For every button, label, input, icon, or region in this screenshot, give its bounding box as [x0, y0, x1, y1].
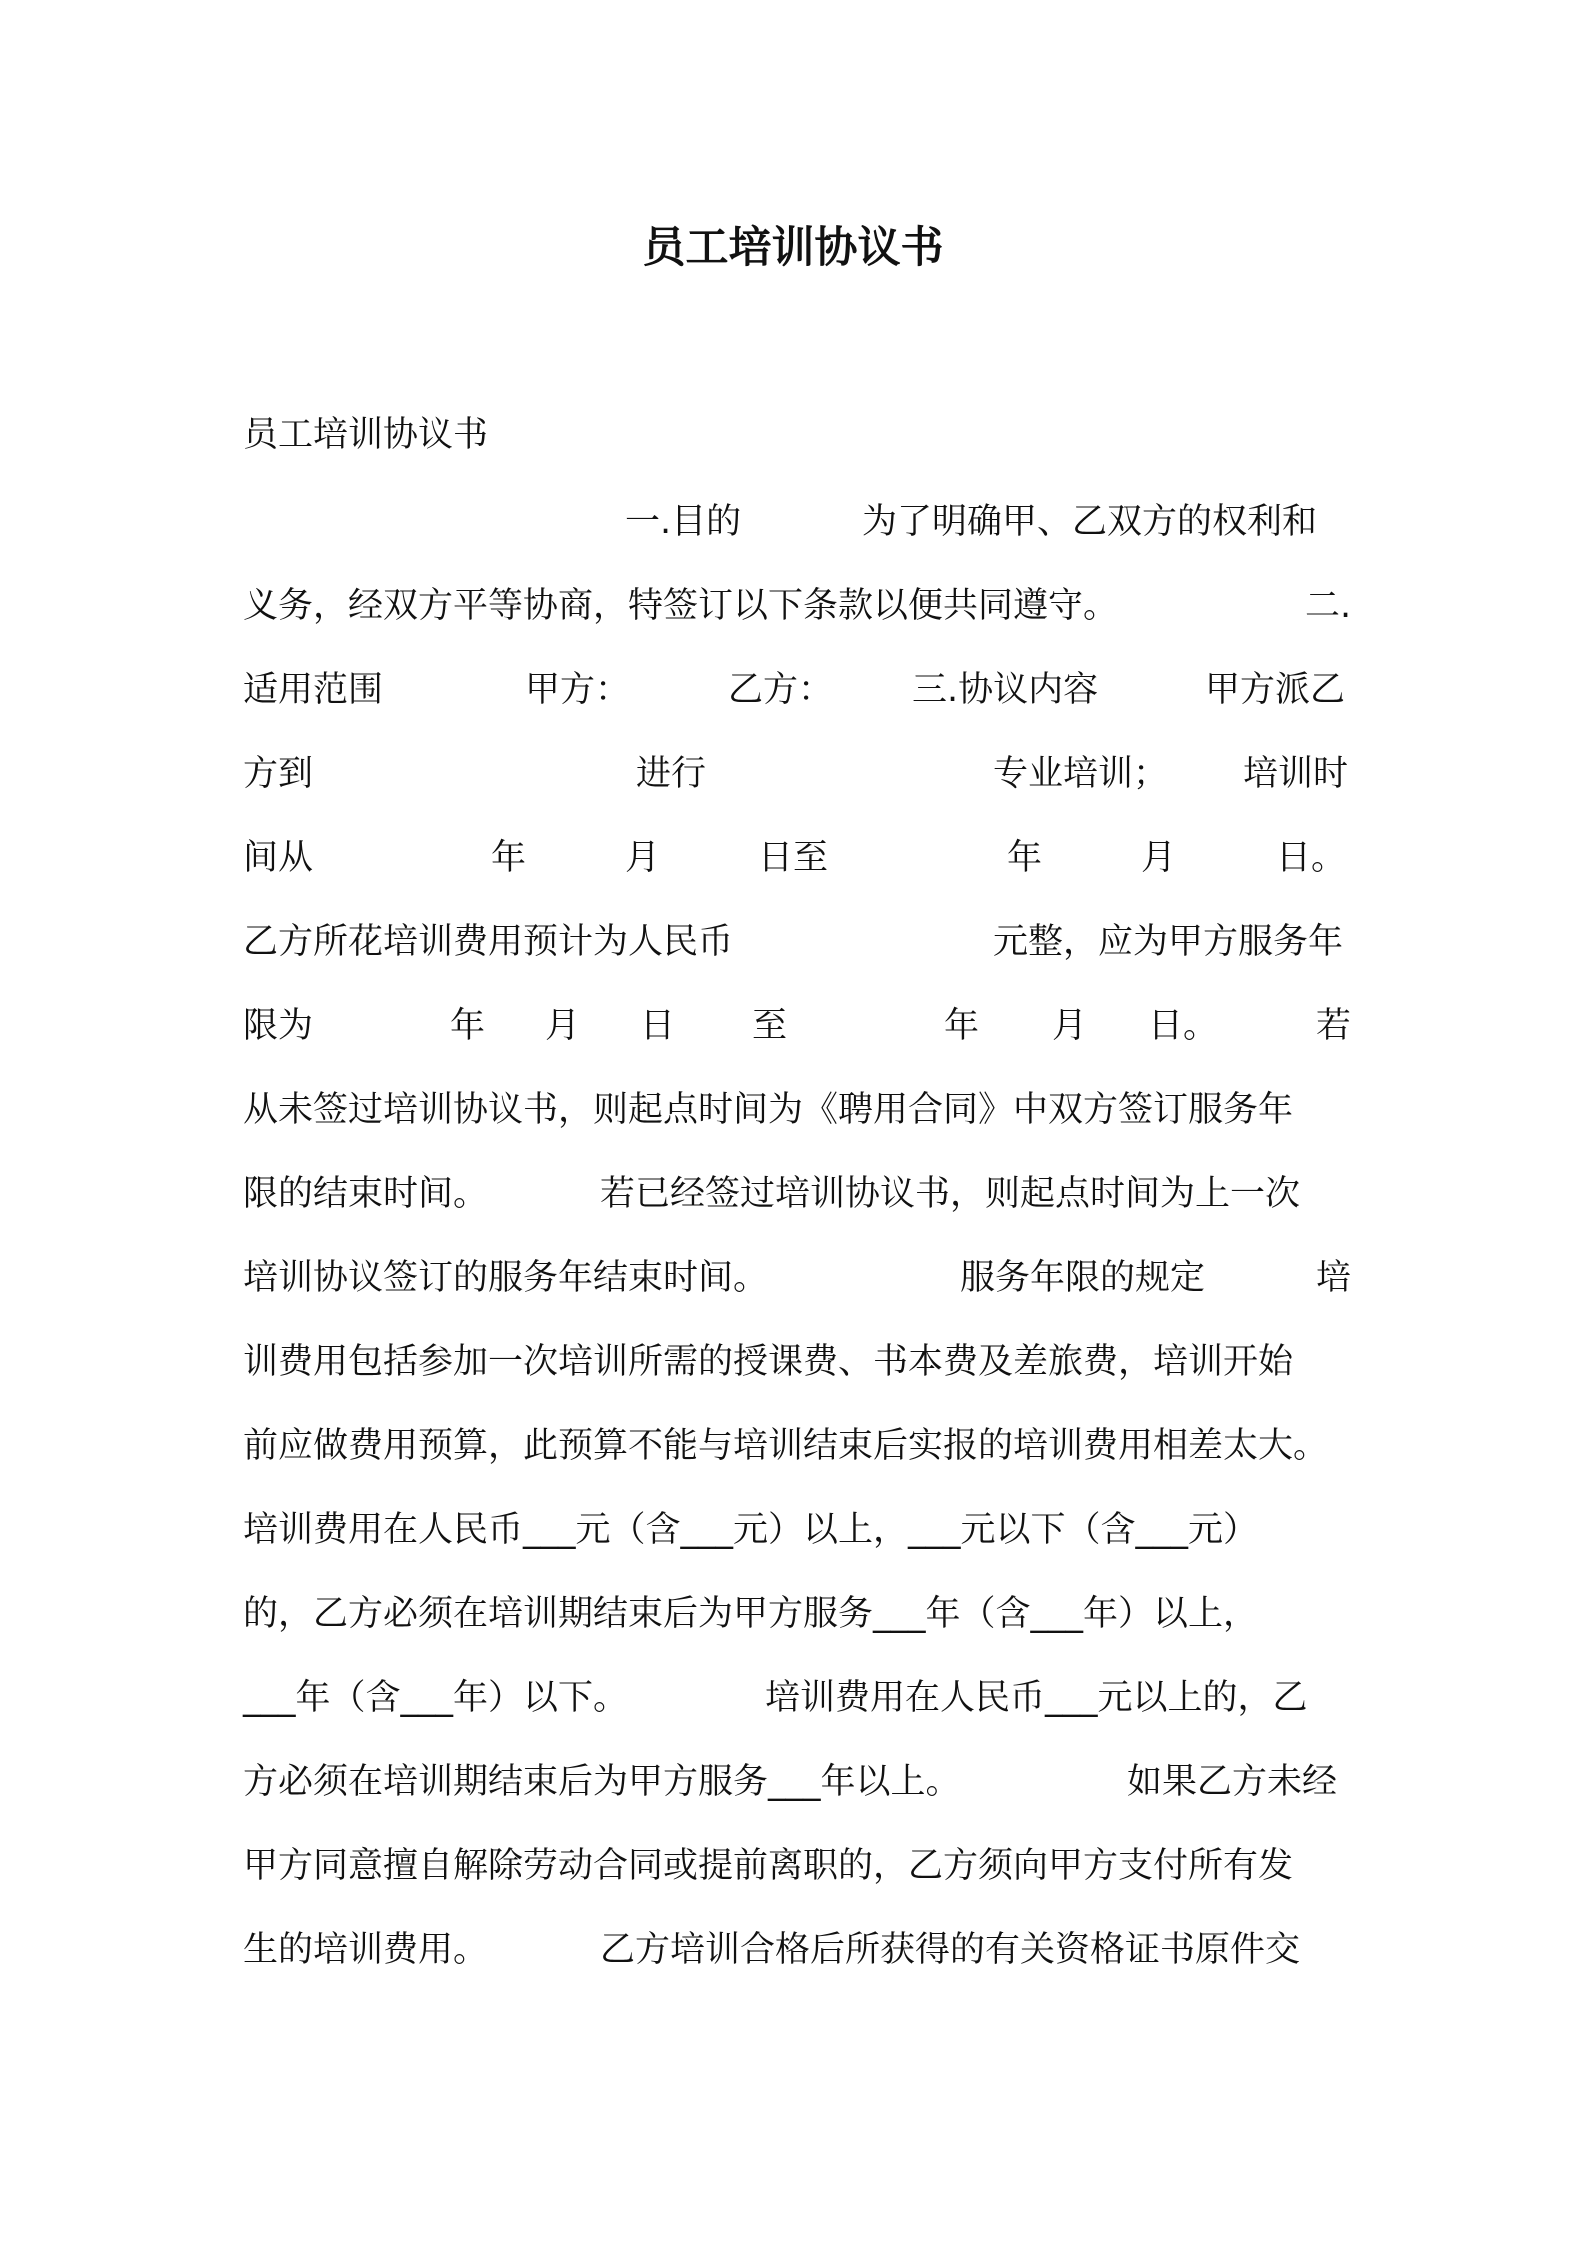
body-line	[0, 828, 1586, 888]
body-line	[0, 1416, 1586, 1476]
text-segment: 日。	[1148, 1006, 1219, 1046]
text-segment: 培训费用在人民币___元以上的，乙	[765, 1678, 1308, 1718]
body-line	[0, 492, 1586, 552]
document-title: 员工培训协议书	[642, 223, 944, 273]
text-segment: 从未签过培训协议书，则起点时间为《聘用合同》中双方签订服务年	[243, 1090, 1294, 1130]
text-segment: 方到	[243, 754, 314, 794]
text-segment: 月	[625, 838, 661, 878]
text-segment: 若	[1316, 1006, 1352, 1046]
text-segment: 甲方：	[525, 670, 631, 710]
body-line	[0, 1248, 1586, 1308]
text-segment: 专业培训；	[993, 754, 1169, 794]
text-segment: 元整，应为甲方服务年	[993, 922, 1344, 962]
body-line	[0, 1668, 1586, 1728]
body-line	[0, 1332, 1586, 1392]
text-segment: 年	[1007, 838, 1043, 878]
text-segment: ___年（含___年）以下。	[243, 1678, 629, 1718]
text-segment: 三.协议内容	[912, 670, 1099, 710]
text-segment: 生的培训费用。	[243, 1930, 489, 1970]
text-segment: 若已经签过培训协议书，则起点时间为上一次	[600, 1174, 1301, 1214]
text-segment: 培训协议签订的服务年结束时间。	[243, 1258, 769, 1298]
text-segment: 间从	[243, 838, 314, 878]
text-segment: 二.	[1305, 586, 1352, 626]
text-segment: 限的结束时间。	[243, 1174, 489, 1214]
body-line	[0, 1500, 1586, 1560]
text-segment: 乙方培训合格后所获得的有关资格证书原件交	[600, 1930, 1301, 1970]
body-line	[0, 912, 1586, 972]
text-segment: 的，乙方必须在培训期结束后为甲方服务___年（含___年）以上，	[243, 1594, 1259, 1634]
text-segment: 前应做费用预算，此预算不能与培训结束后实报的培训费用相差太大。	[243, 1426, 1329, 1466]
text-segment: 日至	[758, 838, 829, 878]
body-line	[0, 1836, 1586, 1896]
text-segment: 日。	[1276, 838, 1347, 878]
text-segment: 培训时	[1243, 754, 1349, 794]
text-segment: 甲方同意擅自解除劳动合同或提前离职的，乙方须向甲方支付所有发	[243, 1846, 1294, 1886]
body-line	[0, 1752, 1586, 1812]
text-segment: 如果乙方未经	[1127, 1762, 1338, 1802]
text-segment: 训费用包括参加一次培训所需的授课费、书本费及差旅费，培训开始	[243, 1342, 1294, 1382]
text-segment: 培	[1316, 1258, 1352, 1298]
text-segment: 日	[640, 1006, 676, 1046]
text-segment: 甲方派乙	[1205, 670, 1346, 710]
body-line	[0, 1920, 1586, 1980]
text-segment: 月	[1141, 838, 1177, 878]
body-line	[0, 1164, 1586, 1224]
text-segment: 月	[545, 1006, 581, 1046]
text-segment: 至	[752, 1006, 788, 1046]
document-subtitle: 员工培训协议书	[243, 415, 489, 455]
text-segment: 乙方：	[728, 670, 834, 710]
text-segment: 年	[450, 1006, 486, 1046]
text-segment: 乙方所花培训费用预计为人民币	[243, 922, 734, 962]
text-segment: 进行	[636, 754, 707, 794]
body-line	[0, 660, 1586, 720]
text-segment: 方必须在培训期结束后为甲方服务___年以上。	[243, 1762, 961, 1802]
text-segment: 为了明确甲、乙双方的权利和	[862, 502, 1318, 542]
text-segment: 年	[491, 838, 527, 878]
text-segment: 限为	[243, 1006, 314, 1046]
body-line	[0, 1080, 1586, 1140]
text-segment: 一.目的	[625, 502, 742, 542]
text-segment: 月	[1052, 1006, 1088, 1046]
text-segment: 年	[944, 1006, 980, 1046]
text-segment: 义务，经双方平等协商，特签订以下条款以便共同遵守。	[243, 586, 1119, 626]
body-line	[0, 744, 1586, 804]
text-segment: 培训费用在人民币___元（含___元）以上，___元以下（含___元）	[243, 1510, 1259, 1550]
body-line	[0, 1584, 1586, 1644]
text-segment: 适用范围	[243, 670, 384, 710]
body-line	[0, 576, 1586, 636]
text-segment: 服务年限的规定	[960, 1258, 1206, 1298]
body-line	[0, 996, 1586, 1056]
